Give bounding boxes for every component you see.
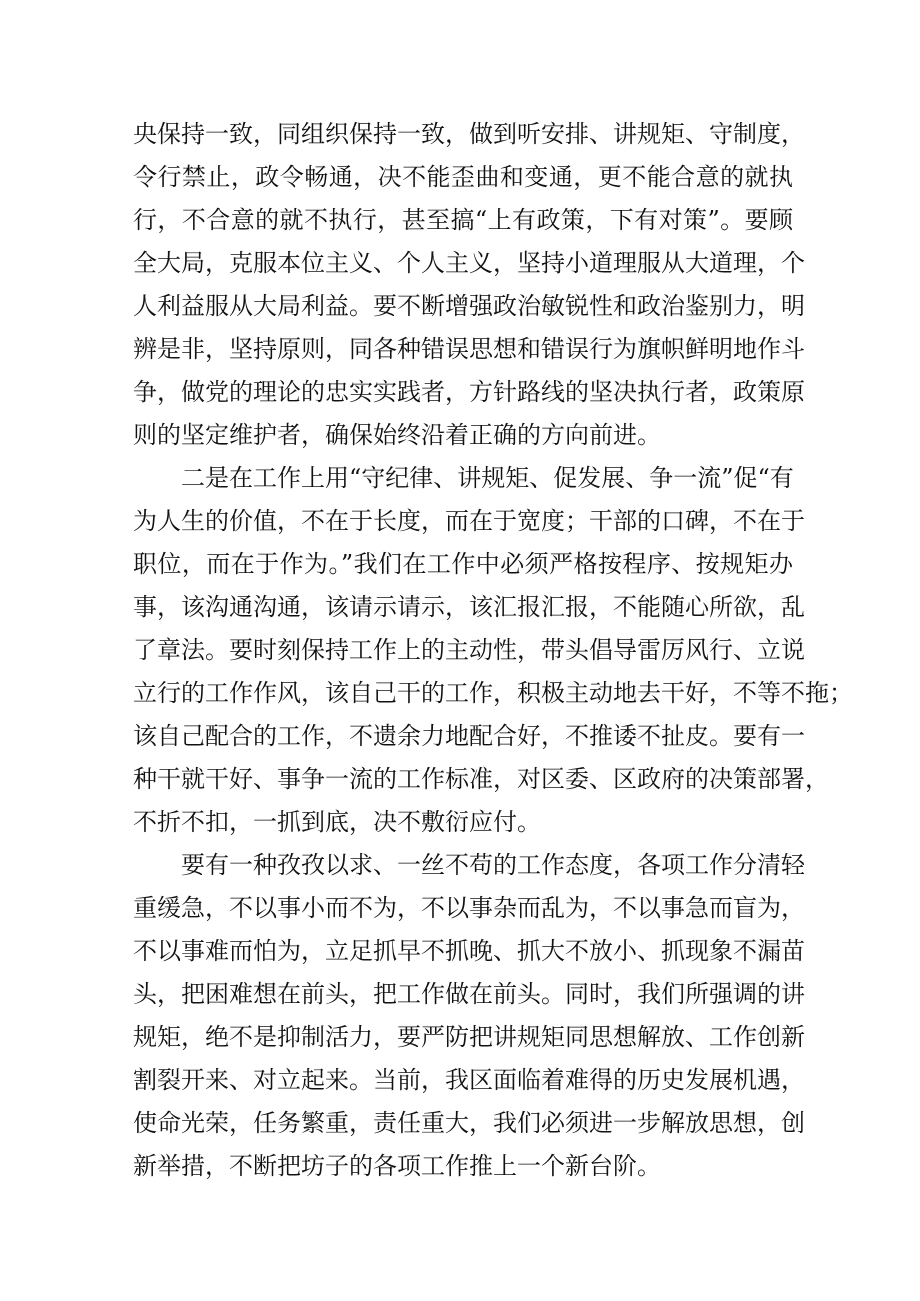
paragraph-line: 令行禁止，政令畅通，决不能歪曲和变通，更不能合意的就执 xyxy=(133,163,793,191)
paragraph-1 xyxy=(133,113,805,457)
paragraph-line: 种干就干好、事争一流的工作标准，对区委、区政府的决策部署， xyxy=(133,765,829,793)
paragraph-line: 不折不扣，一抓到底，决不敷衍应付。 xyxy=(133,808,541,836)
paragraph-2 xyxy=(133,457,853,844)
paragraph-line: 人利益服从大局利益。要不断增强政治敏锐性和政治鉴别力，明 xyxy=(133,292,805,320)
paragraph-line: 新举措，不断把坊子的各项工作推上一个新台阶。 xyxy=(133,1152,661,1180)
paragraph-line: 重缓急，不以事小而不为，不以事杂而乱为，不以事急而盲为， xyxy=(133,894,805,922)
paragraph-line: 事，该沟通沟通，该请示请示，该汇报汇报，不能随心所欲，乱 xyxy=(133,593,805,621)
paragraph-line: 了章法。要时刻保持工作上的主动性，带头倡导雷厉风行、立说 xyxy=(133,636,805,664)
paragraph-line: 立行的工作作风，该自己干的工作，积极主动地去干好，不等不拖； xyxy=(133,679,853,707)
paragraph-line: 头，把困难想在前头，把工作做在前头。同时，我们所强调的讲 xyxy=(133,980,805,1008)
paragraph-line: 行，不合意的就不执行，甚至搞“上有政策，下有对策”。要顾 xyxy=(133,206,793,234)
paragraph-line: 使命光荣，任务繁重，责任重大，我们必须进一步解放思想，创 xyxy=(133,1109,805,1137)
paragraph-line: 不以事难而怕为，立足抓早不抓晚、抓大不放小、抓现象不漏苗 xyxy=(133,937,805,965)
document-body xyxy=(133,113,853,1188)
paragraph-line: 要有一种孜孜以求、一丝不苟的工作态度，各项工作分清轻 xyxy=(181,851,805,879)
paragraph-line: 全大局，克服本位主义、个人主义，坚持小道理服从大道理，个 xyxy=(133,249,805,277)
paragraph-line: 割裂开来、对立起来。当前，我区面临着难得的历史发展机遇， xyxy=(133,1066,805,1094)
paragraph-line: 职位，而在于作为。”我们在工作中必须严格按程序、按规矩办 xyxy=(133,550,793,578)
paragraph-line: 二是在工作上用“守纪律、讲规矩、促发展、争一流”促“有 xyxy=(181,464,794,492)
paragraph-line: 争，做党的理论的忠实实践者，方针路线的坚决执行者，政策原 xyxy=(133,378,805,406)
paragraph-line: 该自己配合的工作，不遗余力地配合好，不推诿不扯皮。要有一 xyxy=(133,722,805,750)
paragraph-line: 为人生的价值，不在于长度，而在于宽度；干部的口碑，不在于 xyxy=(133,507,805,535)
paragraph-3 xyxy=(133,844,805,1188)
paragraph-line: 则的坚定维护者，确保始终沿着正确的方向前进。 xyxy=(133,421,661,449)
paragraph-line: 规矩，绝不是抑制活力，要严防把讲规矩同思想解放、工作创新 xyxy=(133,1023,805,1051)
paragraph-line: 辨是非，坚持原则，同各种错误思想和错误行为旗帜鲜明地作斗 xyxy=(133,335,805,363)
paragraph-line: 央保持一致，同组织保持一致，做到听安排、讲规矩、守制度， xyxy=(133,120,805,148)
